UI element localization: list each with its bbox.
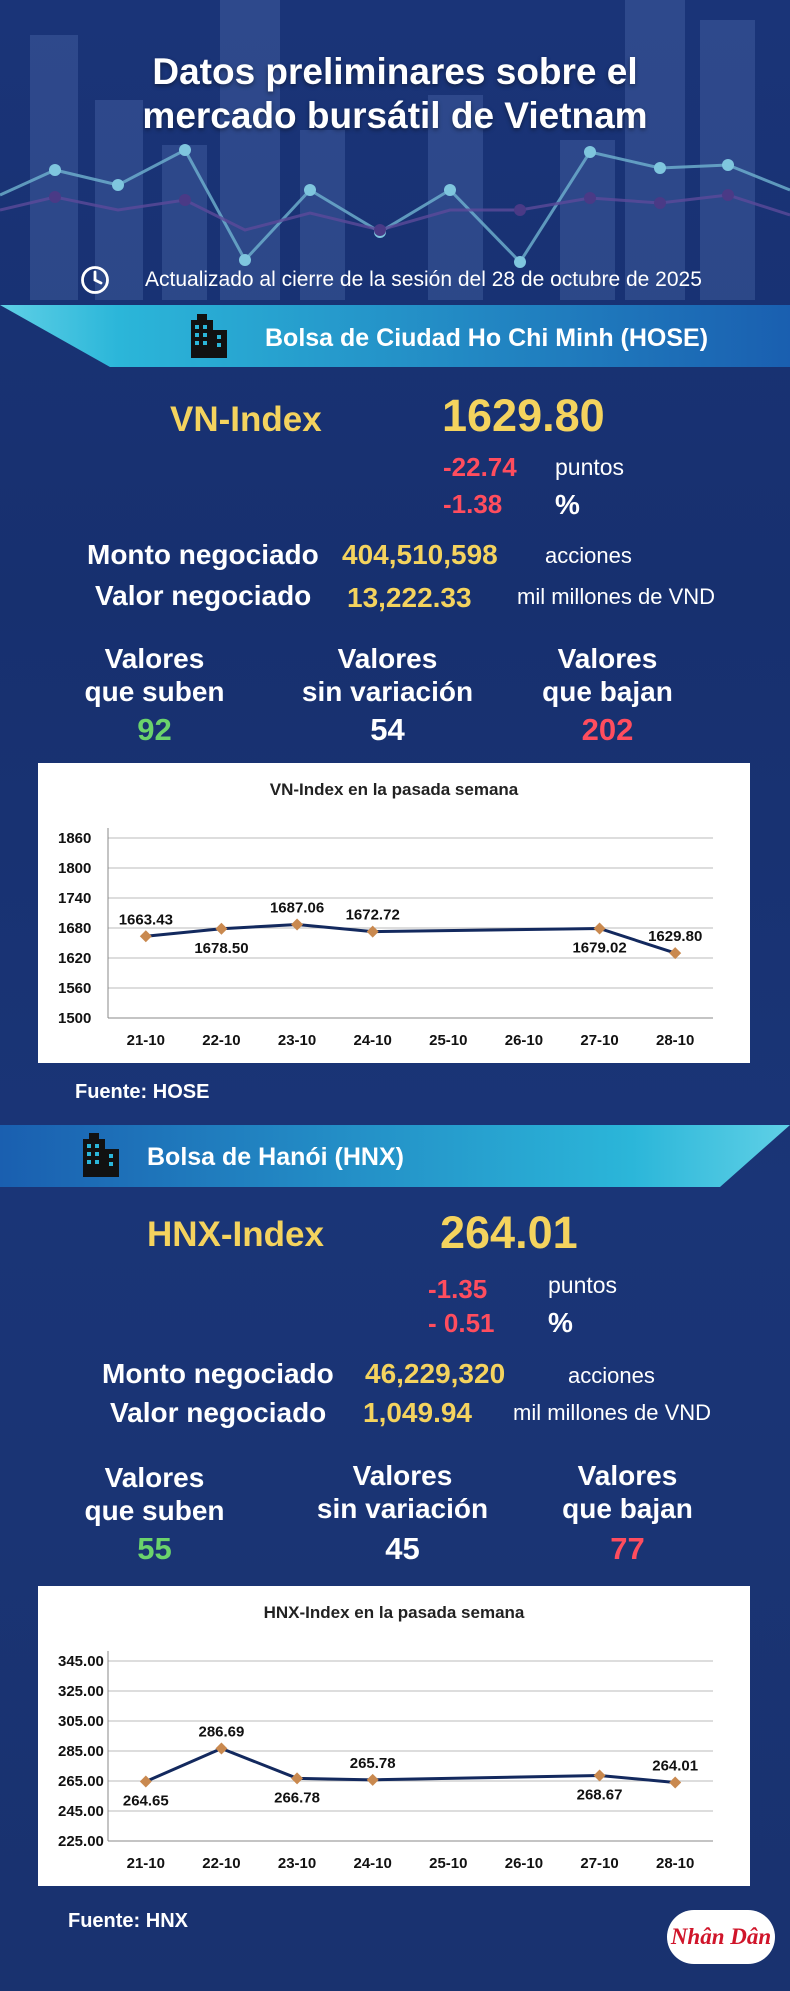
hnx-up-label-1: Valores (104, 1462, 205, 1493)
hnx-up-count: 55 (137, 1531, 172, 1566)
x-tick-label: 22-10 (202, 1032, 241, 1049)
y-tick-label: 1620 (58, 950, 92, 967)
updated-timestamp: Actualizado al cierre de la sesión del 28 de octubre de 2025 (145, 268, 702, 291)
x-tick-label: 26-10 (504, 1032, 544, 1049)
x-tick-label: 27-10 (580, 1032, 619, 1049)
hnx-flat-label-2: sin variación (316, 1493, 489, 1524)
vn-volume-value: 404,510,598 (342, 539, 498, 570)
logo-text: Nhân Dân (670, 1924, 772, 1949)
data-label: 1663.43 (118, 911, 173, 929)
vn-down-count: 202 (581, 712, 634, 747)
x-tick-label: 23-10 (277, 1855, 317, 1872)
vn-down-label-1: Valores (557, 643, 658, 674)
vn-index-name: VN-Index (170, 400, 322, 439)
data-point (669, 1776, 681, 1788)
vn-flat-block (285, 642, 490, 748)
x-tick-label: 25-10 (429, 1855, 468, 1872)
hose-exchange-label: Bolsa de Ciudad Ho Chi Minh (HOSE) (265, 324, 709, 352)
x-tick-label: 21-10 (126, 1032, 165, 1049)
y-tick-label: 325.00 (58, 1683, 104, 1700)
data-point (367, 926, 379, 938)
header-background (0, 0, 790, 300)
y-tick-label: 1500 (58, 1010, 92, 1027)
data-point (669, 947, 681, 959)
x-tick-label: 24-10 (353, 1855, 392, 1872)
hnx-down-label-2: que bajan (562, 1493, 693, 1524)
y-tick-label: 1560 (58, 980, 92, 997)
hnx-index-value: 264.01 (440, 1207, 578, 1258)
x-tick-label: 25-10 (429, 1032, 468, 1049)
vn-up-label-2: que suben (84, 676, 225, 707)
x-tick-label: 22-10 (202, 1855, 241, 1872)
data-point (140, 930, 152, 942)
x-tick-label: 28-10 (656, 1855, 695, 1872)
vn-flat-label-1: Valores (337, 643, 438, 674)
title-line-2: mercado bursátil de Vietnam (142, 95, 648, 136)
data-point (215, 923, 227, 935)
vn-chart-box (38, 763, 750, 1063)
hnx-flat-block (300, 1459, 505, 1567)
x-tick-label: 28-10 (656, 1032, 695, 1049)
data-label: 264.01 (652, 1757, 699, 1775)
chart-title: HNX-Index en la pasada semana (263, 1603, 525, 1622)
hnx-flat-count: 45 (385, 1531, 420, 1566)
hose-source: Fuente: HOSE (75, 1081, 210, 1103)
clock-icon (80, 265, 110, 295)
data-point (215, 1742, 227, 1754)
hnx-flat-label-1: Valores (352, 1460, 453, 1491)
hnx-volume-label: Monto negociado (102, 1358, 334, 1389)
hnx-up-block (62, 1461, 247, 1567)
hnx-index-name: HNX-Index (147, 1215, 324, 1254)
data-label: 266.78 (274, 1789, 321, 1807)
x-tick-label: 23-10 (277, 1032, 317, 1049)
hnx-up-label-2: que suben (84, 1495, 225, 1526)
vn-volume-label: Monto negociado (87, 539, 319, 570)
vn-index-chart (38, 763, 750, 1063)
vn-up-block (62, 642, 247, 748)
data-point (291, 918, 303, 930)
chart-title: VN-Index en la pasada semana (269, 780, 519, 799)
vn-index-value: 1629.80 (442, 390, 605, 441)
hnx-down-label-1: Valores (577, 1460, 678, 1491)
data-label: 286.69 (198, 1723, 245, 1741)
vn-down-block (515, 642, 700, 748)
vn-value-unit: mil millones de VND (517, 584, 716, 609)
x-tick-label: 24-10 (353, 1032, 392, 1049)
hnx-down-count: 77 (610, 1531, 645, 1566)
hnx-down-block (535, 1459, 720, 1567)
vn-value-value: 13,222.33 (347, 582, 472, 613)
hnx-index-chart (38, 1586, 750, 1886)
hnx-value-unit: mil millones de VND (513, 1400, 712, 1425)
hnx-value-label: Valor negociado (110, 1397, 327, 1428)
data-point (594, 922, 606, 934)
data-point (140, 1776, 152, 1788)
building-icon (77, 1131, 125, 1179)
hnx-value-value: 1,049.94 (363, 1397, 472, 1428)
hnx-change-points: -1.35 (428, 1274, 488, 1304)
data-point (367, 1774, 379, 1786)
data-label: 1678.50 (194, 939, 249, 957)
hnx-exchange-label: Bolsa de Hanói (HNX) (147, 1143, 404, 1171)
data-point (594, 1769, 606, 1781)
building-icon (185, 312, 233, 360)
vn-flat-count: 54 (370, 712, 405, 747)
hnx-source: Fuente: HNX (68, 1910, 188, 1932)
vn-up-count: 92 (137, 712, 172, 747)
vn-up-label-1: Valores (104, 643, 205, 674)
vn-change-pct: -1.38 (443, 489, 503, 519)
vn-down-label-2: que bajan (542, 676, 673, 707)
hnx-volume-unit: acciones (568, 1363, 655, 1388)
hnx-volume-value: 46,229,320 (365, 1358, 506, 1389)
page-title (0, 50, 790, 138)
data-label: 265.78 (349, 1754, 396, 1772)
data-label: 1629.80 (648, 928, 703, 946)
data-label: 1687.06 (269, 899, 325, 917)
hnx-change-pct: - 0.51 (428, 1308, 495, 1338)
y-tick-label: 265.00 (58, 1773, 104, 1790)
y-tick-label: 1800 (58, 860, 92, 877)
nhan-dan-logo (667, 1910, 775, 1964)
data-point (291, 1772, 303, 1784)
y-tick-label: 1740 (58, 890, 92, 907)
data-label: 1672.72 (345, 906, 400, 924)
vn-flat-label-2: sin variación (301, 676, 474, 707)
x-tick-label: 21-10 (126, 1855, 165, 1872)
hnx-pct-unit: % (548, 1307, 573, 1338)
x-tick-label: 27-10 (580, 1855, 619, 1872)
data-label: 1679.02 (572, 939, 627, 957)
y-tick-label: 245.00 (58, 1803, 104, 1820)
vn-volume-unit: acciones (545, 543, 632, 568)
hnx-points-unit: puntos (548, 1272, 618, 1298)
title-line-1: Datos preliminares sobre el (152, 51, 638, 92)
data-label: 264.65 (122, 1792, 169, 1810)
y-tick-label: 345.00 (58, 1653, 104, 1670)
y-tick-label: 1860 (58, 830, 92, 847)
x-tick-label: 26-10 (504, 1855, 544, 1872)
y-tick-label: 305.00 (58, 1713, 104, 1730)
y-tick-label: 285.00 (58, 1743, 104, 1760)
y-tick-label: 1680 (58, 920, 92, 937)
vn-points-unit: puntos (555, 454, 625, 480)
vn-pct-unit: % (555, 489, 580, 520)
vn-value-label: Valor negociado (95, 580, 312, 611)
data-label: 268.67 (576, 1786, 623, 1804)
vn-change-points: -22.74 (443, 452, 517, 482)
hnx-chart-box (38, 1586, 750, 1886)
y-tick-label: 225.00 (58, 1833, 104, 1850)
